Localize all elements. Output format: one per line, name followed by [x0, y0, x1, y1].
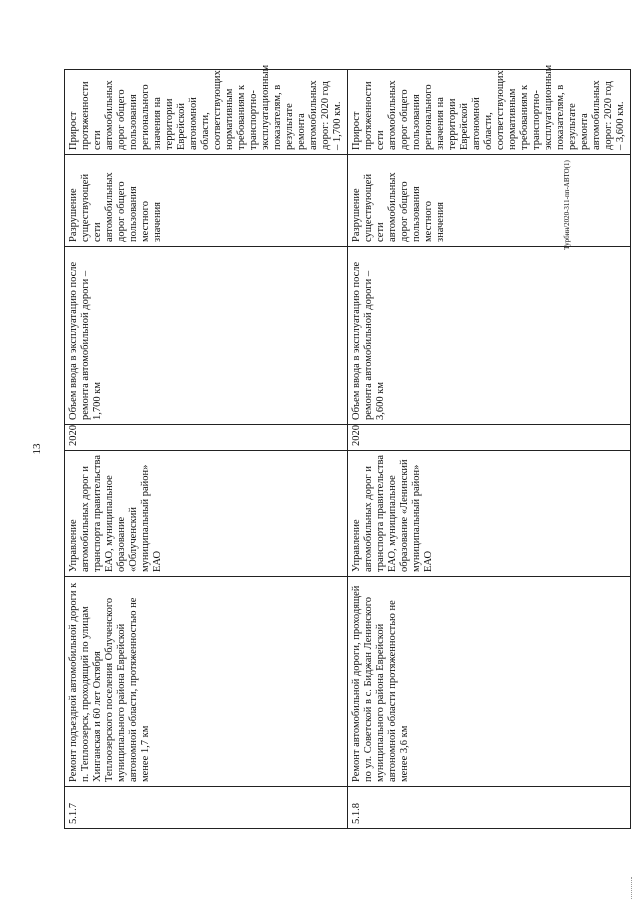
implementation-year: 2020 — [65, 425, 348, 451]
scan-edge-mark — [631, 877, 634, 899]
target-indicator: Прирост протяженности сети автомобильных дорог общего пользования регионального значения на территории Еврейской автономной области, соответствующих нормативным требованиям к транспортно-эксплуатационным показателям, в результате ремонта автомобильных дорог: 2020 год – 3,600 км. — [348, 70, 631, 155]
table-row — [348, 70, 631, 829]
non-implementation-risk: Разрушение существующей сети автомобильных дорог общего пользования местного значения — [65, 155, 348, 247]
row-number: 5.1.7 — [65, 787, 348, 829]
measures-table — [64, 64, 631, 829]
table-row — [65, 70, 348, 829]
expected-result: Объем ввода в эксплуатацию после ремонта автомобильной дороги – 3,600 км — [348, 247, 631, 425]
responsible-executor: Управление автомобильных дорог и транспорта правительства ЕАО, муниципальное образование «Облученский муниципальный район» ЕАО — [65, 451, 348, 577]
expected-result: Объем ввода в эксплуатацию после ремонта автомобильной дороги – 1,700 км — [65, 247, 348, 425]
measure-description: Ремонт автомобильной дороги, проходящей по ул. Советской в с. Биджан Ленинского муниципального района Еврейской автономной области протяженностью не менее 3,6 км — [348, 577, 631, 787]
non-implementation-risk: Разрушение существующей сети автомобильных дорог общего пользования местного значения — [348, 155, 631, 247]
document-footer-id: Турбин/2020-311-пп-АВТО(1) — [563, 160, 571, 250]
row-number: 5.1.8 — [348, 787, 631, 829]
target-indicator: Прирост протяженности сети автомобильных дорог общего пользования регионального значения на территории Еврейской автономной области, соответствующих нормативным требованиям к транспортно-эксплуатационным показателям, в результате ремонта автомобильных дорог: 2020 год – 1,700 км. — [65, 70, 348, 155]
page-number: 13 — [31, 443, 43, 455]
responsible-executor: Управление автомобильных дорог и транспорта правительства ЕАО, муниципальное образование «Ленинский муниципальный район» ЕАО — [348, 451, 631, 577]
measure-description: Ремонт подъездной автомобильной дороги к п. Теплоозерск, проходящий по улицам Хинганская и 60 лет Октября Теплоозерского поселения Облученского муниципального района Еврейской автономной области, протяженностью не менее 1,7 км — [65, 577, 348, 787]
implementation-year: 2020 — [348, 425, 631, 451]
